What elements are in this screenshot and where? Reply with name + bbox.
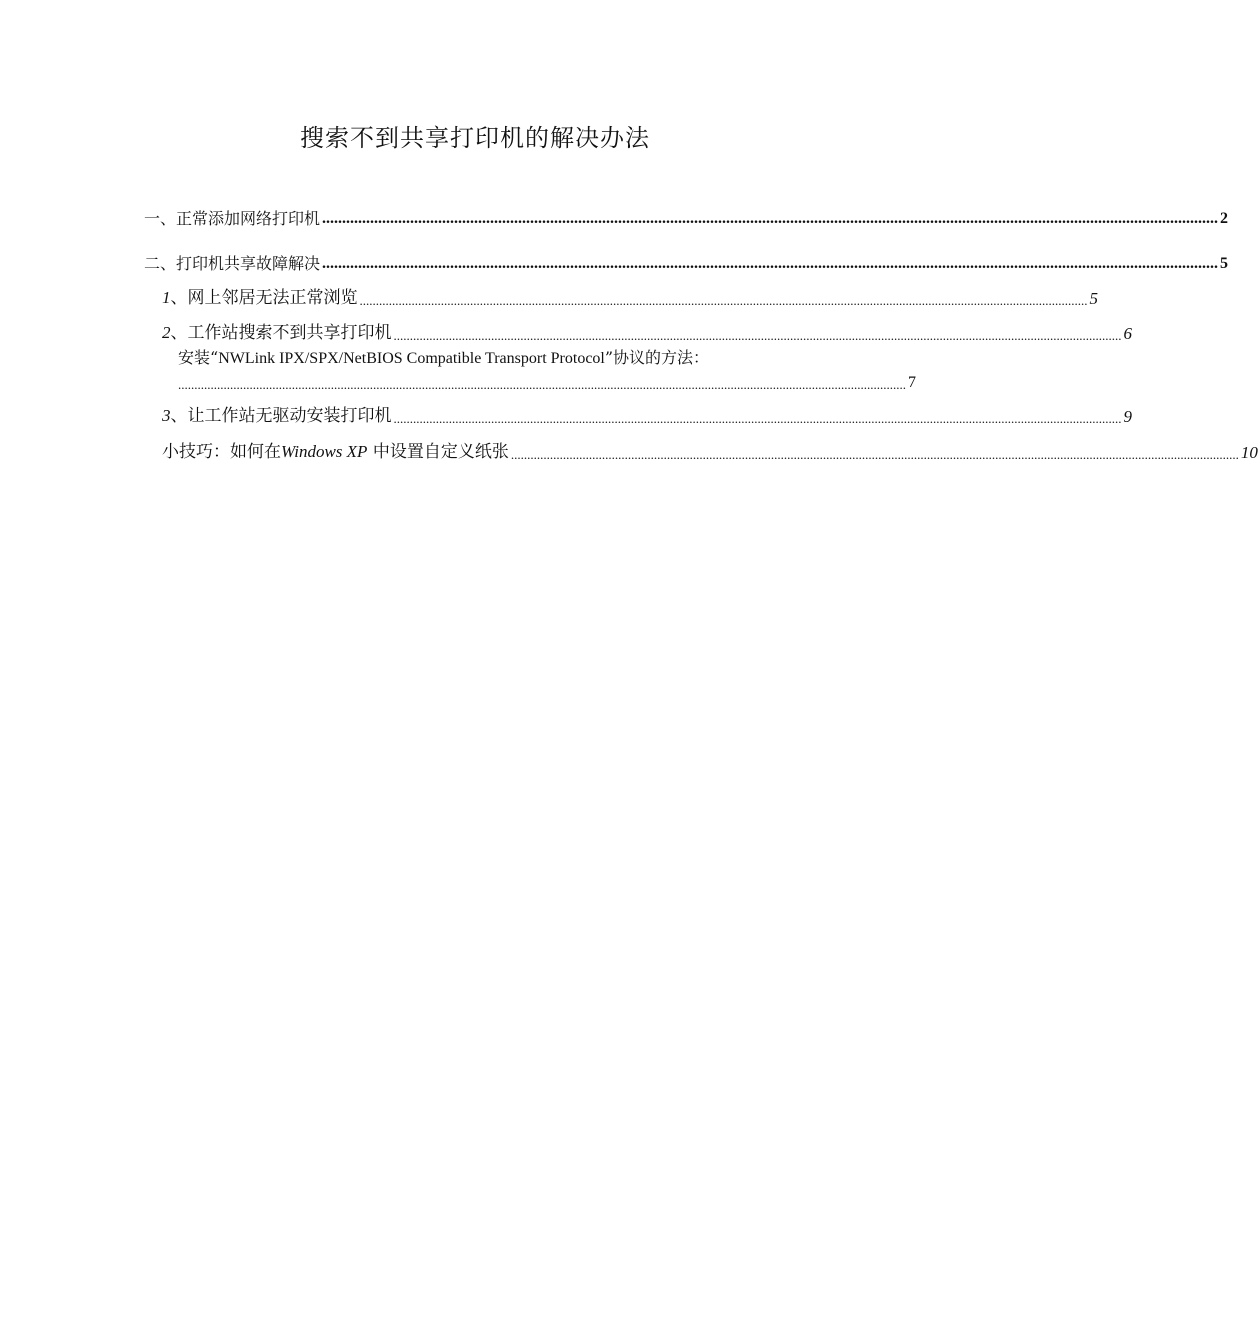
toc-page-number: 2 xyxy=(1220,210,1229,227)
toc-leader-dots: ................................................................................................................................................................................................................................ xyxy=(359,293,1088,308)
toc-entry-protocol-leader[interactable] xyxy=(178,374,916,392)
toc-page-number: 6 xyxy=(1123,324,1132,343)
toc-page-number: 9 xyxy=(1123,407,1132,426)
toc-entry-label: 1、网上邻居无法正常浏览 xyxy=(162,288,358,308)
toc-entry-label: 一、正常添加网络打印机 xyxy=(144,209,321,228)
toc-leader-dots: ................................................................................................................................................................................................................................ xyxy=(322,255,1219,272)
toc-entry-label: 安装“NWLink IPX/SPX/NetBIOS Compatible Transport Protocol”协议的方法： xyxy=(178,348,710,367)
toc-page-number: 5 xyxy=(1089,289,1098,308)
toc-entry-label: 小技巧：如何在Windows XP 中设置自定义纸张 xyxy=(162,442,509,462)
toc-entry-label: 二、打印机共享故障解决 xyxy=(144,254,321,273)
toc-leader-dots: ................................................................................................................................................................................................................................ xyxy=(393,328,1122,343)
toc-entry-protocol-title[interactable] xyxy=(178,350,807,367)
toc-leader-dots: ................................................................................................................................................................................................................................ xyxy=(510,447,1239,462)
toc-entry-label: 2、工作站搜索不到共享打印机 xyxy=(162,323,392,343)
toc-leader-dots: ................................................................................................................................................................................................................................ xyxy=(393,411,1122,426)
toc-leader-dots: ................................................................................................................................................................................................................................ xyxy=(178,377,906,392)
toc-entry-2-3[interactable] xyxy=(162,406,1132,426)
toc-entry-2-2[interactable] xyxy=(162,323,1132,343)
toc-entry-2[interactable] xyxy=(144,254,1229,273)
toc-page-number: 5 xyxy=(1220,255,1229,272)
document-title: 搜索不到共享打印机的解决办法 xyxy=(300,124,650,152)
toc-entry-label: 3、让工作站无驱动安装打印机 xyxy=(162,406,392,426)
toc-entry-tip[interactable] xyxy=(162,442,1258,462)
toc-page-number: 7 xyxy=(908,374,916,391)
toc-page-number: 10 xyxy=(1240,443,1258,462)
toc-entry-1[interactable] xyxy=(144,209,1229,228)
toc-leader-dots: ................................................................................................................................................................................................................................ xyxy=(322,210,1219,227)
toc-entry-2-1[interactable] xyxy=(162,288,1098,308)
